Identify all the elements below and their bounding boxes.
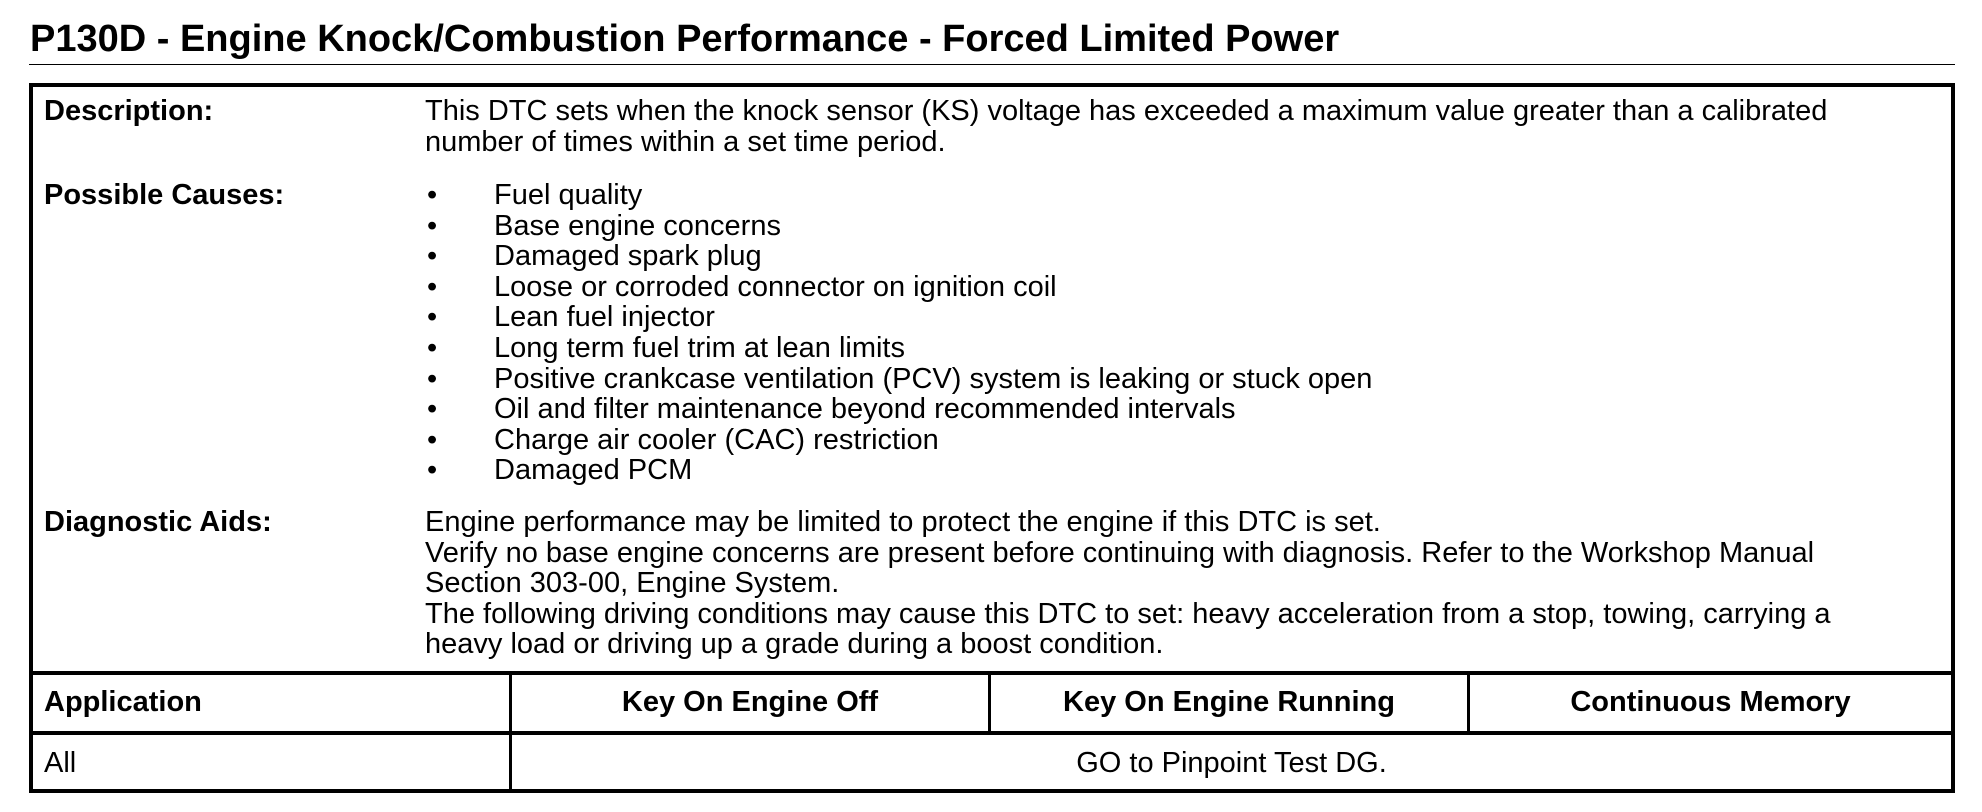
- diagnostic-aids-text: [425, 507, 1831, 660]
- title-underline: [29, 64, 1955, 65]
- cell-application: All: [44, 747, 77, 779]
- description-line: This DTC sets when the knock sensor (KS) voltage has exceeded a maximum value greater than a calibrated: [425, 95, 1828, 127]
- bullet-icon: •: [427, 301, 438, 334]
- cause-text: Long term fuel trim at lean limits: [494, 331, 905, 364]
- list-item: [425, 333, 1372, 364]
- cell-pinpoint-test-action: GO to Pinpoint Test DG.: [1076, 747, 1387, 779]
- description-text: [425, 96, 1827, 157]
- cause-text: Base engine concerns: [494, 209, 781, 242]
- list-item: [425, 272, 1372, 303]
- description-line: number of times within a set time period.: [425, 125, 946, 158]
- list-item: [425, 394, 1372, 425]
- description-label: Description:: [44, 95, 214, 127]
- bullet-icon: •: [427, 240, 438, 273]
- cause-text: Oil and filter maintenance beyond recommended intervals: [494, 393, 1236, 426]
- diagnostic-aids-line: Section 303-00, Engine System.: [425, 567, 840, 599]
- bullet-icon: •: [427, 209, 438, 242]
- bullet-icon: •: [427, 270, 438, 303]
- page-title: P130D - Engine Knock/Combustion Performance - Forced Limited Power: [30, 18, 1340, 60]
- bullet-icon: •: [427, 362, 438, 395]
- cause-text: Damaged spark plug: [494, 240, 762, 273]
- possible-causes-label: Possible Causes:: [44, 179, 285, 211]
- bullet-icon: •: [427, 423, 438, 456]
- header-application: Application: [44, 686, 202, 718]
- cause-text: Fuel quality: [494, 179, 643, 211]
- cause-text: Loose or corroded connector on ignition coil: [494, 270, 1057, 303]
- diagnostic-aids-line: Engine performance may be limited to protect the engine if this DTC is set.: [425, 506, 1381, 538]
- list-item: [425, 425, 1372, 456]
- bullet-icon: •: [427, 393, 438, 426]
- cause-text: Charge air cooler (CAC) restriction: [494, 423, 939, 456]
- possible-causes-list: [425, 180, 1372, 486]
- list-item: [425, 180, 1372, 211]
- cause-text: Lean fuel injector: [494, 301, 715, 334]
- diagnostic-aids-line: The following driving conditions may cause this DTC to set: heavy acceleration from a stop, towing, carrying a: [425, 597, 1831, 630]
- bullet-icon: •: [427, 454, 438, 487]
- list-item: [425, 211, 1372, 242]
- header-key-on-engine-off: Key On Engine Off: [621, 686, 879, 718]
- cause-text: Damaged PCM: [494, 454, 693, 487]
- list-item: [425, 455, 1372, 486]
- list-item: [425, 364, 1372, 395]
- header-key-on-engine-running: Key On Engine Running: [1063, 686, 1395, 718]
- bullet-icon: •: [427, 179, 438, 211]
- diagnostic-aids-line: Verify no base engine concerns are present before continuing with diagnosis. Refer to the Workshop Manual: [425, 536, 1815, 569]
- diagnostic-aids-label: Diagnostic Aids:: [44, 506, 272, 538]
- list-item: [425, 241, 1372, 272]
- cause-text: Positive crankcase ventilation (PCV) system is leaking or stuck open: [494, 362, 1373, 395]
- list-item: [425, 302, 1372, 333]
- header-continuous-memory: Continuous Memory: [1570, 686, 1851, 718]
- bullet-icon: •: [427, 331, 438, 364]
- diagnostic-aids-line: heavy load or driving up a grade during a boost condition.: [425, 628, 1164, 660]
